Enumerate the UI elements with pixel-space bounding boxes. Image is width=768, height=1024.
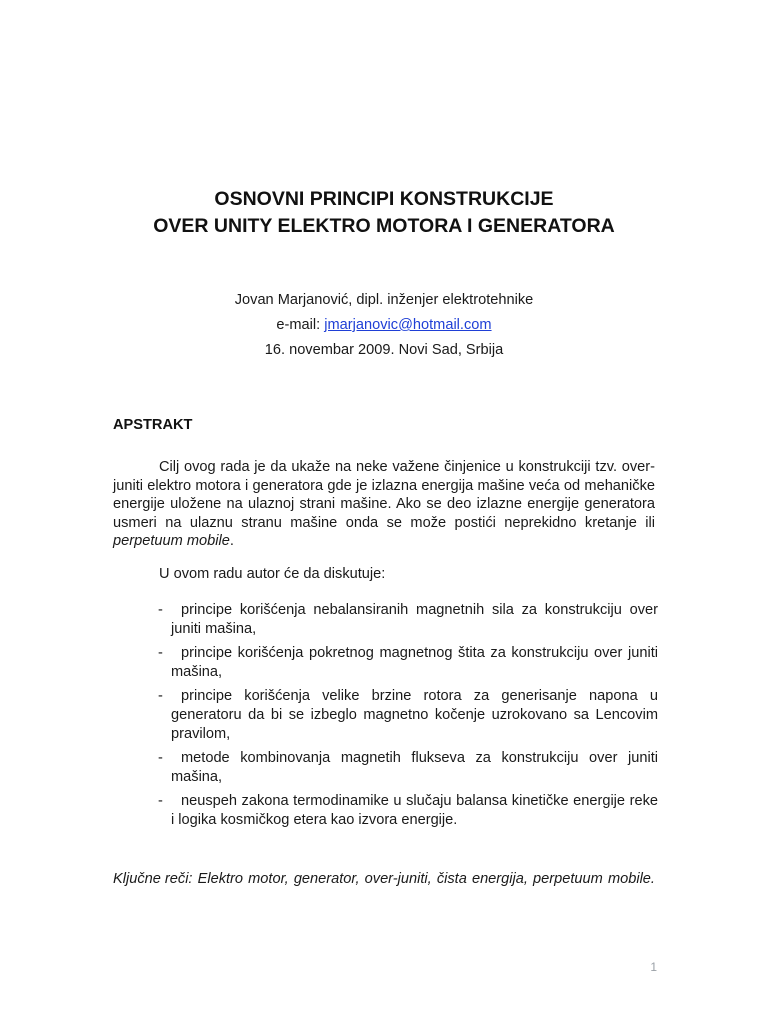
list-item-text: principe korišćenja velike brzine rotora za generisanje napona u generatoru da bi se izbeglo magnetno kočenje uzrokovano sa Lencovim pravilom, — [171, 688, 658, 742]
keyword: Elektro — [197, 871, 244, 887]
abstract-paragraph-2: U ovom radu autor će da diskutuje: — [159, 566, 386, 582]
author-name: Jovan Marjanović, dipl. inženjer elektrotehnike — [234, 292, 534, 308]
email-link[interactable]: jmarjanovic@hotmail.com — [324, 317, 492, 333]
keyword: energija, — [471, 871, 528, 887]
list-item-text: principe korišćenja pokretnog magnetnog štita za konstrukciju over juniti mašina, — [171, 645, 658, 680]
author-email-line — [0, 313, 768, 338]
author-date-place: 16. novembar 2009. Novi Sad, Srbija — [264, 342, 504, 358]
list-item-text: principe korišćenja nebalansiranih magnetnih sila za konstrukciju over juniti mašina, — [171, 602, 658, 637]
keyword: generator, — [293, 871, 360, 887]
abstract-paragraph-1 — [113, 458, 655, 551]
list-item — [113, 749, 658, 786]
list-item — [113, 644, 658, 681]
page-number: 1 — [650, 960, 657, 974]
keyword: perpetuum — [533, 871, 603, 887]
topic-list — [113, 601, 658, 836]
abstract-p1-end: . — [229, 533, 234, 550]
keywords-line — [113, 871, 655, 887]
email-label: e-mail: — [276, 317, 325, 333]
document-title — [0, 186, 768, 240]
abstract-p1-italic: perpetuum mobile — [113, 533, 230, 550]
list-item — [113, 792, 658, 829]
list-dash: - — [158, 750, 163, 767]
list-dash: - — [158, 688, 163, 705]
list-item — [113, 601, 658, 638]
title-line-1: OSNOVNI PRINCIPI KONSTRUKCIJE — [214, 188, 554, 210]
author-block — [0, 288, 768, 363]
list-dash: - — [158, 645, 163, 662]
keyword: motor, — [248, 871, 289, 887]
abstract-p1-text: Cilj ovog rada je da ukaže na neke važene činjenice u konstrukciji tzv. over-juniti elektro motora i generatora gde je izlazna energija mašine veća od mehaničke energije uložene na ulaznoj strani mašine. Ako se deo izlazne energije generatora usmeri na ulaznu stranu mašine onda se može postići neprekidno kretanje ili — [113, 459, 655, 531]
keywords-label: Ključne reči: — [113, 871, 193, 887]
list-dash: - — [158, 602, 163, 618]
list-item-text: neuspeh zakona termodinamike u slučaju balansa kinetičke energije reke i logika kosmičkog etera kao izvora energije. — [171, 793, 658, 828]
list-dash: - — [158, 793, 163, 810]
title-line-2: OVER UNITY ELEKTRO MOTORA I GENERATORA — [153, 215, 615, 237]
keyword: čista — [436, 871, 467, 887]
keyword: mobile. — [607, 871, 655, 887]
abstract-heading: APSTRAKT — [113, 417, 193, 433]
list-item-text: metode kombinovanja magnetih flukseva za konstrukciju over juniti mašina, — [171, 750, 658, 785]
keyword: over-juniti, — [364, 871, 432, 887]
list-item — [113, 687, 658, 743]
